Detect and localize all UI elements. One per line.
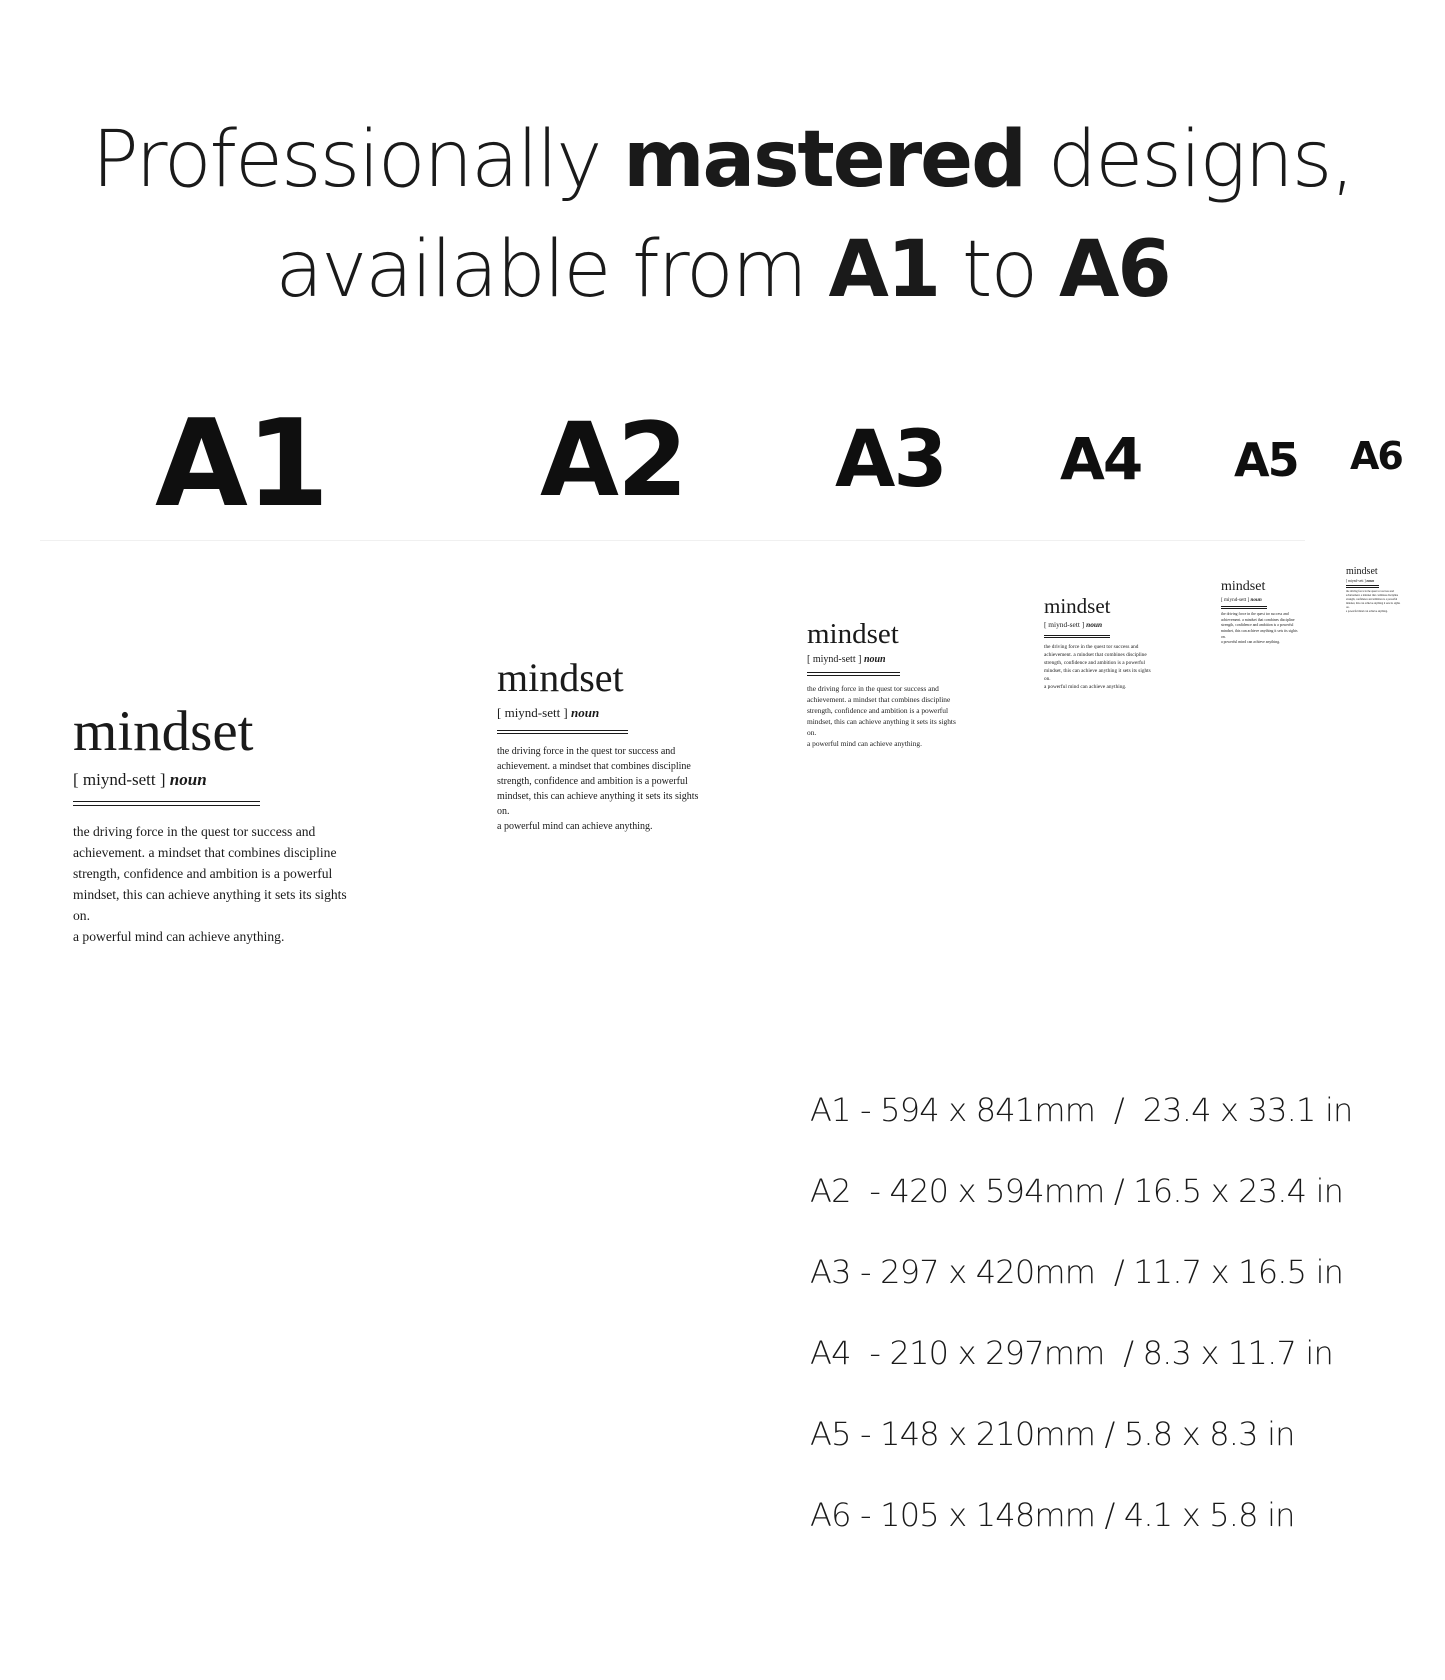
definition-line: strength, confidence and ambition is a powerful: [73, 866, 333, 882]
definition-line: strength, confidence and ambition is a powerful: [1221, 623, 1294, 628]
definition-line: the driving force in the quest tor success and: [807, 684, 939, 693]
double-rule: [1221, 606, 1267, 609]
headline-text: Professionally: [91, 115, 624, 205]
definition-line: strength, confidence and ambition is a powerful: [1044, 659, 1146, 666]
size-label-a1: A1: [155, 395, 328, 534]
definition-word: mindset: [1221, 579, 1266, 594]
definition-body: [497, 744, 698, 834]
part-of-speech: noun: [571, 705, 600, 720]
double-rule: [807, 672, 900, 676]
poster-preview-a1: [73, 700, 347, 947]
definition-line: mindset, this can achieve anything it sets its sights: [1346, 602, 1401, 606]
definition-line: achievement. a mindset that combines discipline: [1346, 594, 1399, 598]
size-label-a3: A3: [835, 415, 946, 505]
headline-text: to: [939, 225, 1060, 315]
definition-line: on.: [1346, 606, 1350, 610]
definition-line: mindset, this can achieve anything it sets its sights: [807, 717, 956, 726]
definition-body: [1346, 590, 1400, 614]
dimension-a3: A3 - 297 x 420mm / 11.7 x 16.5 in: [810, 1253, 1344, 1291]
dimension-a6: A6 - 105 x 148mm / 4.1 x 5.8 in: [810, 1496, 1295, 1534]
part-of-speech: noun: [1366, 579, 1375, 583]
dimension-a1: A1 - 594 x 841mm / 23.4 x 33.1 in: [810, 1091, 1353, 1129]
size-label-a5: A5: [1234, 433, 1298, 487]
definition-line: on.: [1044, 675, 1051, 682]
definition-line: strength, confidence and ambition is a powerful: [807, 706, 948, 715]
poster-preview-a2: [497, 655, 699, 834]
definition-line: on.: [1221, 634, 1226, 639]
part-of-speech: noun: [169, 770, 207, 789]
pronunciation: [ miynd-sett ] noun: [1044, 620, 1103, 629]
headline-line-1: [0, 105, 1445, 215]
double-rule: [497, 730, 628, 734]
definition-body: [1044, 643, 1151, 691]
part-of-speech: noun: [863, 654, 886, 665]
dimension-a4: A4 - 210 x 297mm / 8.3 x 11.7 in: [810, 1334, 1333, 1372]
definition-line: a powerful mind can achieve anything.: [1044, 683, 1127, 690]
definition-line: achievement. a mindset that combines discipline: [1044, 651, 1147, 658]
pronunciation: [ miynd-sett ] noun: [1221, 597, 1262, 603]
definition-line: the driving force in the quest tor success and: [73, 824, 316, 840]
definition-line: the driving force in the quest tor success and: [497, 745, 676, 757]
poster-preview-a5: [1221, 580, 1297, 646]
definition-line: strength, confidence and ambition is a powerful: [1346, 598, 1398, 602]
definition-line: a powerful mind can achieve anything.: [1221, 640, 1281, 645]
pronunciation: [ miynd-sett ] noun: [1346, 579, 1375, 583]
size-label-a2: A2: [540, 401, 686, 520]
poster-preview-a4: [1044, 596, 1151, 691]
definition-word: mindset: [497, 655, 624, 700]
pronunciation: [ miynd-sett ] noun: [807, 654, 886, 665]
definition-line: on.: [73, 908, 90, 924]
part-of-speech: noun: [1086, 620, 1103, 629]
size-label-a4: A4: [1060, 425, 1142, 493]
size-label-a6: A6: [1350, 434, 1402, 478]
headline-line-2: [0, 215, 1445, 325]
definition-line: achievement. a mindset that combines discipline: [1221, 617, 1295, 622]
definition-line: achievement. a mindset that combines discipline: [73, 845, 337, 861]
headline-emphasis: mastered: [623, 115, 1025, 205]
double-rule: [1044, 635, 1110, 638]
definition-line: on.: [807, 728, 817, 737]
definition-line: the driving force in the quest tor success and: [1044, 643, 1139, 650]
definition-line: mindset, this can achieve anything it sets its sights: [1221, 629, 1298, 634]
definition-line: achievement. a mindset that combines discipline: [807, 695, 951, 704]
definition-body: [73, 821, 347, 947]
definition-line: mindset, this can achieve anything it sets its sights: [497, 790, 699, 802]
definition-body: [807, 683, 956, 749]
headline-emphasis: A1: [828, 225, 940, 315]
definition-line: a powerful mind can achieve anything.: [73, 929, 285, 945]
dimension-a5: A5 - 148 x 210mm / 5.8 x 8.3 in: [810, 1415, 1295, 1453]
definition-line: the driving force in the quest tor success and: [1221, 612, 1289, 617]
definition-word: mindset: [1044, 594, 1111, 618]
headline-text: designs,: [1024, 115, 1354, 205]
double-rule: [73, 801, 260, 806]
definition-line: a powerful mind can achieve anything.: [1346, 610, 1388, 614]
definition-line: achievement. a mindset that combines discipline: [497, 760, 691, 772]
pronunciation: [ miynd-sett ] noun: [497, 705, 600, 720]
headline-text: available from: [275, 225, 829, 315]
pronunciation: [ miynd-sett ] noun: [73, 770, 207, 789]
divider: [40, 540, 1305, 541]
headline: [0, 105, 1445, 325]
definition-line: a powerful mind can achieve anything.: [497, 820, 653, 832]
part-of-speech: noun: [1250, 597, 1262, 603]
poster-preview-a3: [807, 620, 956, 749]
definition-line: mindset, this can achieve anything it sets its sights: [73, 887, 347, 903]
definition-line: on.: [497, 805, 510, 817]
definition-word: mindset: [807, 618, 899, 650]
double-rule: [1346, 585, 1379, 588]
definition-line: the driving force in the quest tor success and: [1346, 590, 1394, 594]
definition-line: strength, confidence and ambition is a powerful: [497, 775, 688, 787]
headline-emphasis: A6: [1059, 225, 1170, 315]
poster-preview-a6: [1346, 567, 1400, 614]
definition-word: mindset: [1346, 566, 1378, 577]
definition-word: mindset: [73, 700, 254, 763]
definition-line: a powerful mind can achieve anything.: [807, 739, 922, 748]
dimension-a2: A2 - 420 x 594mm / 16.5 x 23.4 in: [810, 1172, 1344, 1210]
dimensions-list: [810, 1090, 1353, 1576]
definition-line: mindset, this can achieve anything it sets its sights: [1044, 667, 1151, 674]
definition-body: [1221, 612, 1297, 646]
